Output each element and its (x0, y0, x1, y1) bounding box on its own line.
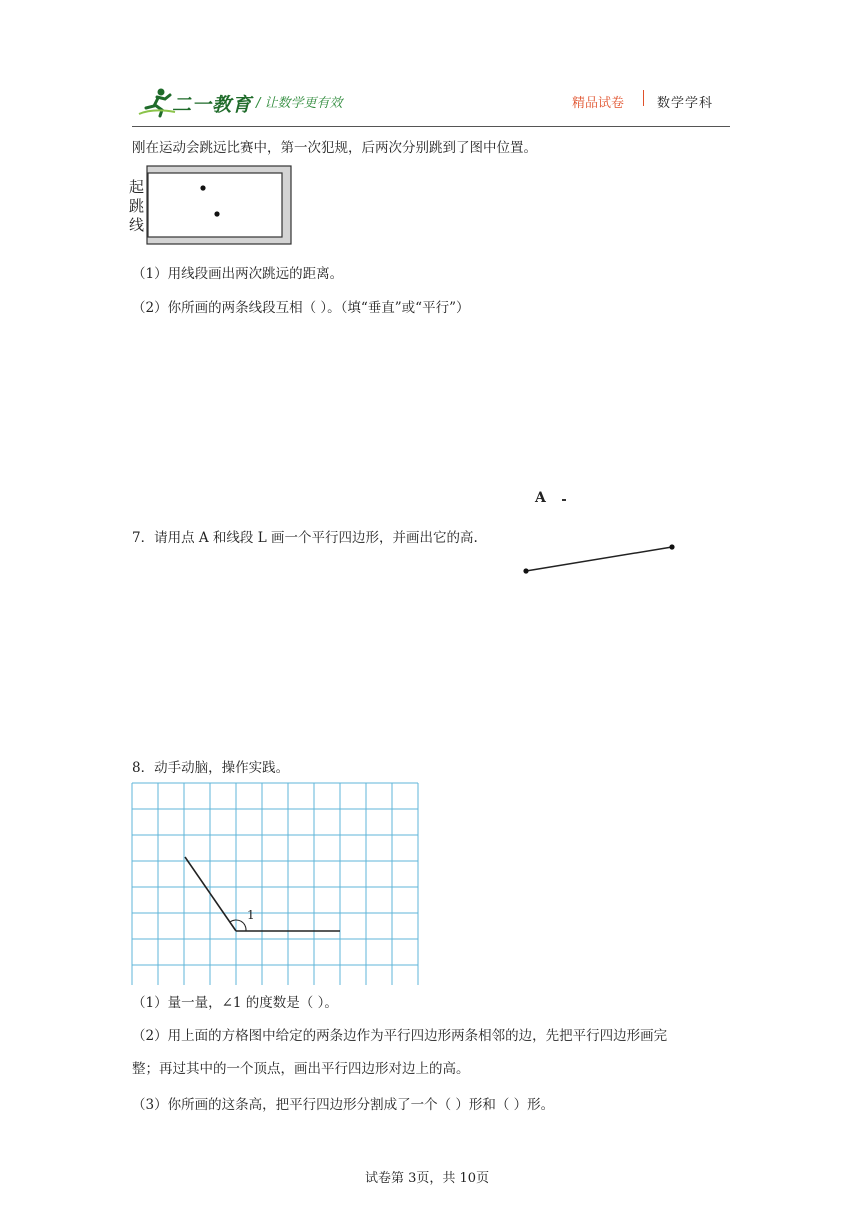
point-a-mark (562, 499, 566, 501)
page-footer: 试卷第 3页，共 10页 (365, 1171, 490, 1186)
badge-text: 精品试卷 (572, 96, 625, 111)
jump-point-1 (200, 185, 205, 190)
q7-diagram (515, 488, 685, 580)
header-divider (643, 90, 644, 106)
runner-logo-icon (137, 86, 177, 118)
slogan: / 让数学更有效 (256, 96, 343, 111)
point-a-label: A (535, 490, 546, 506)
q6-part1: （1）用线段画出两次跳远的距离。 (132, 266, 344, 282)
subject-text: 数学学科 (657, 96, 714, 111)
segment-end-left (523, 568, 528, 573)
logo-text: 二一教育 (172, 94, 253, 116)
square-grid (130, 781, 420, 985)
start-line-char-3: 线 (129, 216, 145, 234)
start-line-char-2: 跳 (129, 197, 145, 215)
q8-part2-line1: （2）用上面的方格图中给定的两条边作为平行四边形两条相邻的边，先把平行四边形画完 (132, 1028, 668, 1044)
q8-part1: （1）量一量，∠1 的度数是（ ）。 (132, 995, 338, 1011)
segment-l (526, 547, 672, 571)
jump-point-2 (214, 211, 219, 216)
segment-end-right (669, 544, 674, 549)
q8-title: 8．动手动脑，操作实践。 (132, 760, 290, 776)
start-line-char-1: 起 (129, 178, 145, 196)
q6-intro: 刚在运动会跳远比赛中，第一次犯规，后两次分别跳到了图中位置。 (132, 140, 537, 156)
header-rule (132, 126, 730, 127)
angle-label: 1 (247, 908, 255, 922)
q8-part2-line2: 整；再过其中的一个顶点，画出平行四边形对边上的高。 (132, 1061, 470, 1077)
q7-text: 7．请用点 A 和线段 L 画一个平行四边形，并画出它的高. (132, 530, 478, 546)
q6-part2: （2）你所画的两条线段互相（ ）。（填“垂直”或“平行”） (132, 300, 470, 316)
q8-part3: （3）你所画的这条高，把平行四边形分割成了一个（ ）形和（ ）形。 (132, 1097, 555, 1113)
long-jump-pit-diagram (146, 165, 294, 247)
